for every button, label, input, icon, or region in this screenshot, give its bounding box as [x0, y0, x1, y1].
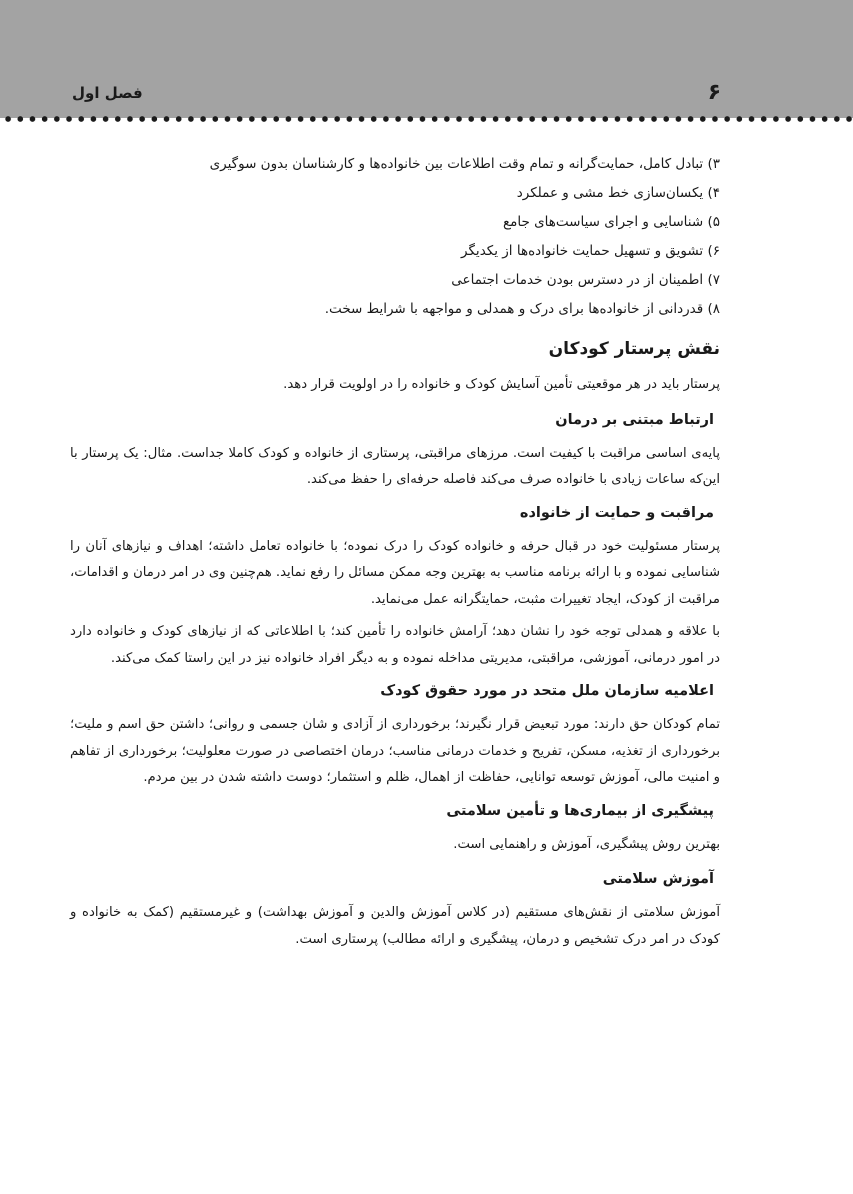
- paragraph: پایه‌ی اساسی مراقبت با کیفیت است. مرزهای مراقبتی، پرستاری از خانواده و کودک کاملا جداست. مثال: یک پرستار با این‌که ساعات زیادی با خانواده صرف می‌کند فاصله حرفه‌ای را حفظ می‌کند.: [70, 445, 720, 487]
- list-item: ۸) قدردانی از خانواده‌ها برای درک و همدلی و مواجهه با شرایط سخت.: [324, 301, 720, 317]
- list-item: ۷) اطمینان از در دسترس بودن خدمات اجتماعی: [451, 272, 720, 288]
- paragraph: بهترین روش پیشگیری، آموزش و راهنمایی است.: [453, 836, 720, 852]
- list-item: ۵) شناسایی و اجرای سیاست‌های جامع: [502, 214, 720, 230]
- paragraph: تمام کودکان حق دارند: مورد تبعیض قرار نگیرند؛ برخورداری از آزادی و شان جسمی و روانی؛ داشتن حق اسم و ملیت؛ برخورداری از تغذیه، مسکن، تفریح و خدمات درمانی مناسب؛ درمان اختصاصی در صورت معلولیت؛ برخورداری از تفاهم و امنیت مالی، آموزش توسعه توانایی، حفاظت از اهمال، ظلم و استثمار؛ دوست داشته شدن در بین مردم.: [70, 717, 720, 785]
- subsection-title: اعلامیه سازمان ملل متحد در مورد حقوق کودک: [380, 683, 714, 699]
- paragraph: با علاقه و همدلی توجه خود را نشان دهد؛ آرامش خانواده را تأمین کند؛ با اطلاعاتی که از نیازهای کودک و خانواده دارد در امور درمانی، آموزشی، مراقبتی، مدیریتی مداخله نموده و به دیگر افراد خانواده نیز در این راستا کمک می‌کند.: [70, 624, 720, 666]
- chapter-label: فصل اول: [72, 84, 143, 102]
- dotted-divider: [0, 114, 853, 124]
- page-number: ۶: [707, 80, 721, 105]
- subsection-title: ارتباط مبتنی بر درمان: [555, 411, 714, 428]
- list-item: ۴) یکسان‌سازی خط مشی و عملکرد: [516, 185, 720, 201]
- paragraph: پرستار مسئولیت خود در قبال حرفه و خانواده کودک را درک نموده؛ با خانواده تعامل داشته؛ اهداف و نیازهای آنان را شناسایی نموده و با ارائه برنامه مناسب به بهترین وجه ممکن مسائل را رفع نماید. هم‌چنین وی در امر درمان و اقدامات، مراقبت از کودک، ایجاد تغییرات مثبت، حمایتگرانه عمل می‌نماید.: [70, 538, 720, 607]
- intro-paragraph: پرستار باید در هر موقعیتی تأمین آسایش کودک و خانواده را در اولویت قرار دهد.: [283, 377, 720, 392]
- paragraph: آموزش سلامتی از نقش‌های مستقیم (در کلاس آموزش والدین و آموزش بهداشت) و غیرمستقیم (کمک به خانواده و کودک در امر درک تشخیص و درمان، پیشگیری و ارائه مطالب) پرستاری است.: [70, 905, 720, 947]
- page-header: [0, 0, 853, 118]
- subsection-title: پیشگیری از بیماری‌ها و تأمین سلامتی: [446, 802, 714, 819]
- list-item: ۶) تشویق و تسهیل حمایت خانواده‌ها از یکدیگر: [461, 243, 720, 259]
- page-body: [70, 150, 720, 959]
- subsection-title: مراقبت و حمایت از خانواده: [519, 504, 714, 521]
- numbered-list: [70, 150, 720, 324]
- subsection-title: آموزش سلامتی: [602, 871, 714, 887]
- list-item: ۳) تبادل کامل، حمایت‌گرانه و تمام وقت اطلاعات بین خانواده‌ها و کارشناسان بدون سوگیری: [209, 156, 720, 172]
- section-title: نقش پرستار کودکان: [548, 339, 720, 359]
